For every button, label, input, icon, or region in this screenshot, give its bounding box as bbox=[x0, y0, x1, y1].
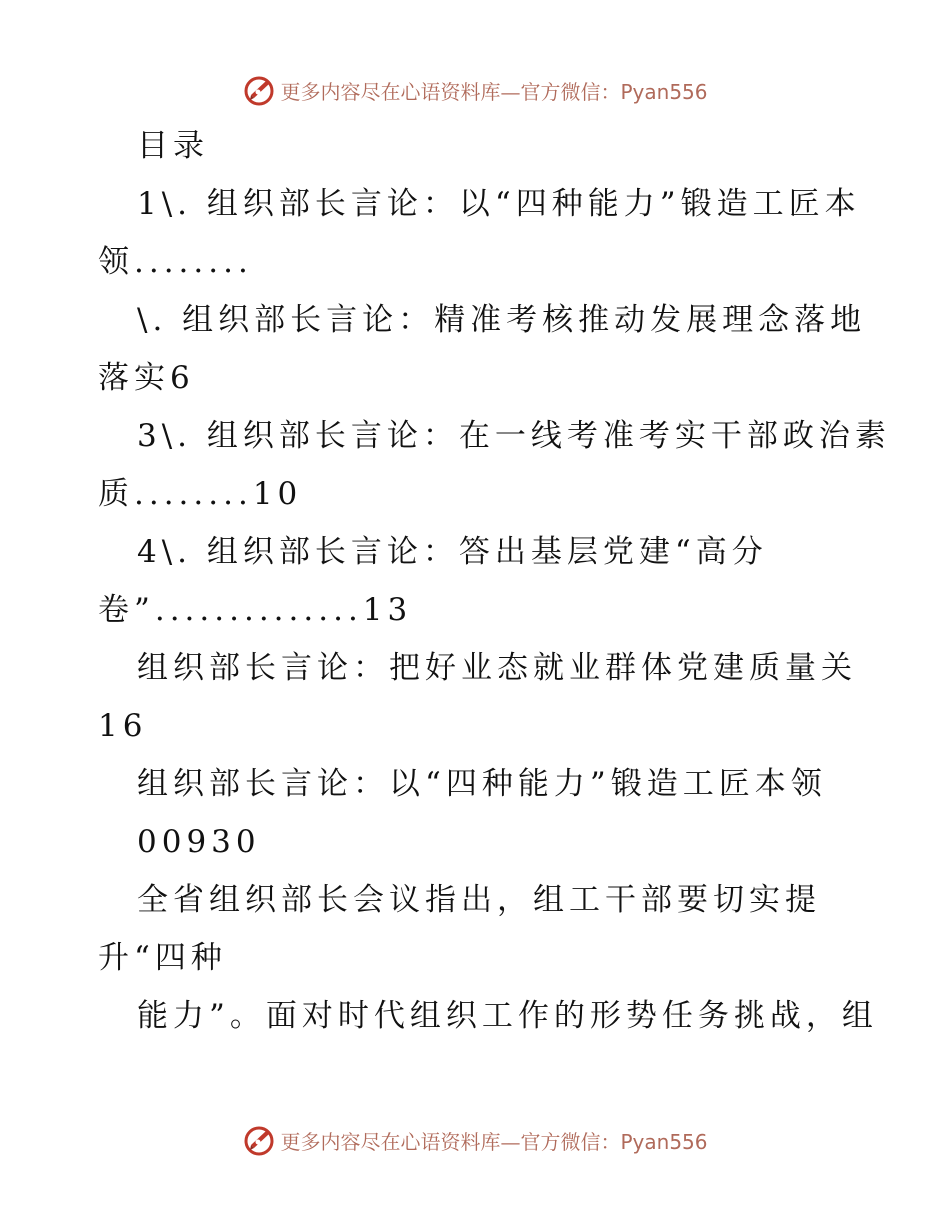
paragraph-line: 能力”。面对时代组织工作的形势任务挑战，组 bbox=[137, 998, 878, 1034]
toc-line: 16 bbox=[98, 708, 148, 744]
header-wechat-id: Pyan556 bbox=[620, 79, 708, 104]
brand-logo-icon bbox=[242, 73, 276, 107]
footer-banner bbox=[0, 1120, 950, 1160]
toc-line: 组织部长言论：把好业态就业群体党建质量关 bbox=[137, 650, 857, 686]
header-brand: 更多内容尽在心语资料库 bbox=[280, 79, 501, 104]
section-title: 组织部长言论：以“四种能力”锻造工匠本领 bbox=[137, 766, 827, 802]
toc-title: 目录 bbox=[137, 128, 209, 164]
toc-line: 卷”..............13 bbox=[98, 592, 413, 628]
footer-brand-text bbox=[280, 1126, 707, 1155]
toc-line: \. 组织部长言论：精准考核推动发展理念落地 bbox=[137, 302, 867, 338]
toc-line: 落实6 bbox=[98, 360, 195, 396]
header-brand-text bbox=[280, 76, 707, 105]
header-wechat-label: 官方微信： bbox=[520, 79, 621, 104]
footer-wechat-label: 官方微信： bbox=[520, 1129, 621, 1154]
toc-line: 3\. 组织部长言论：在一线考准考实干部政治素 bbox=[137, 418, 891, 454]
toc-line: 领........ bbox=[98, 244, 253, 280]
paragraph-line: 全省组织部长会议指出，组工干部要切实提 bbox=[137, 882, 821, 918]
footer-wechat-id: Pyan556 bbox=[620, 1129, 708, 1154]
section-code: 00930 bbox=[137, 824, 261, 860]
toc-line: 质........10 bbox=[98, 476, 303, 512]
footer-separator: — bbox=[500, 1129, 521, 1154]
paragraph-line: 升“四种 bbox=[98, 940, 227, 976]
footer-brand: 更多内容尽在心语资料库 bbox=[280, 1129, 501, 1154]
toc-line: 4\. 组织部长言论：答出基层党建“高分 bbox=[137, 534, 768, 570]
header-banner bbox=[0, 70, 950, 110]
brand-logo-icon bbox=[242, 1123, 276, 1157]
header-separator: — bbox=[500, 79, 521, 104]
toc-line: 1\. 组织部长言论：以“四种能力”锻造工匠本 bbox=[137, 186, 861, 222]
